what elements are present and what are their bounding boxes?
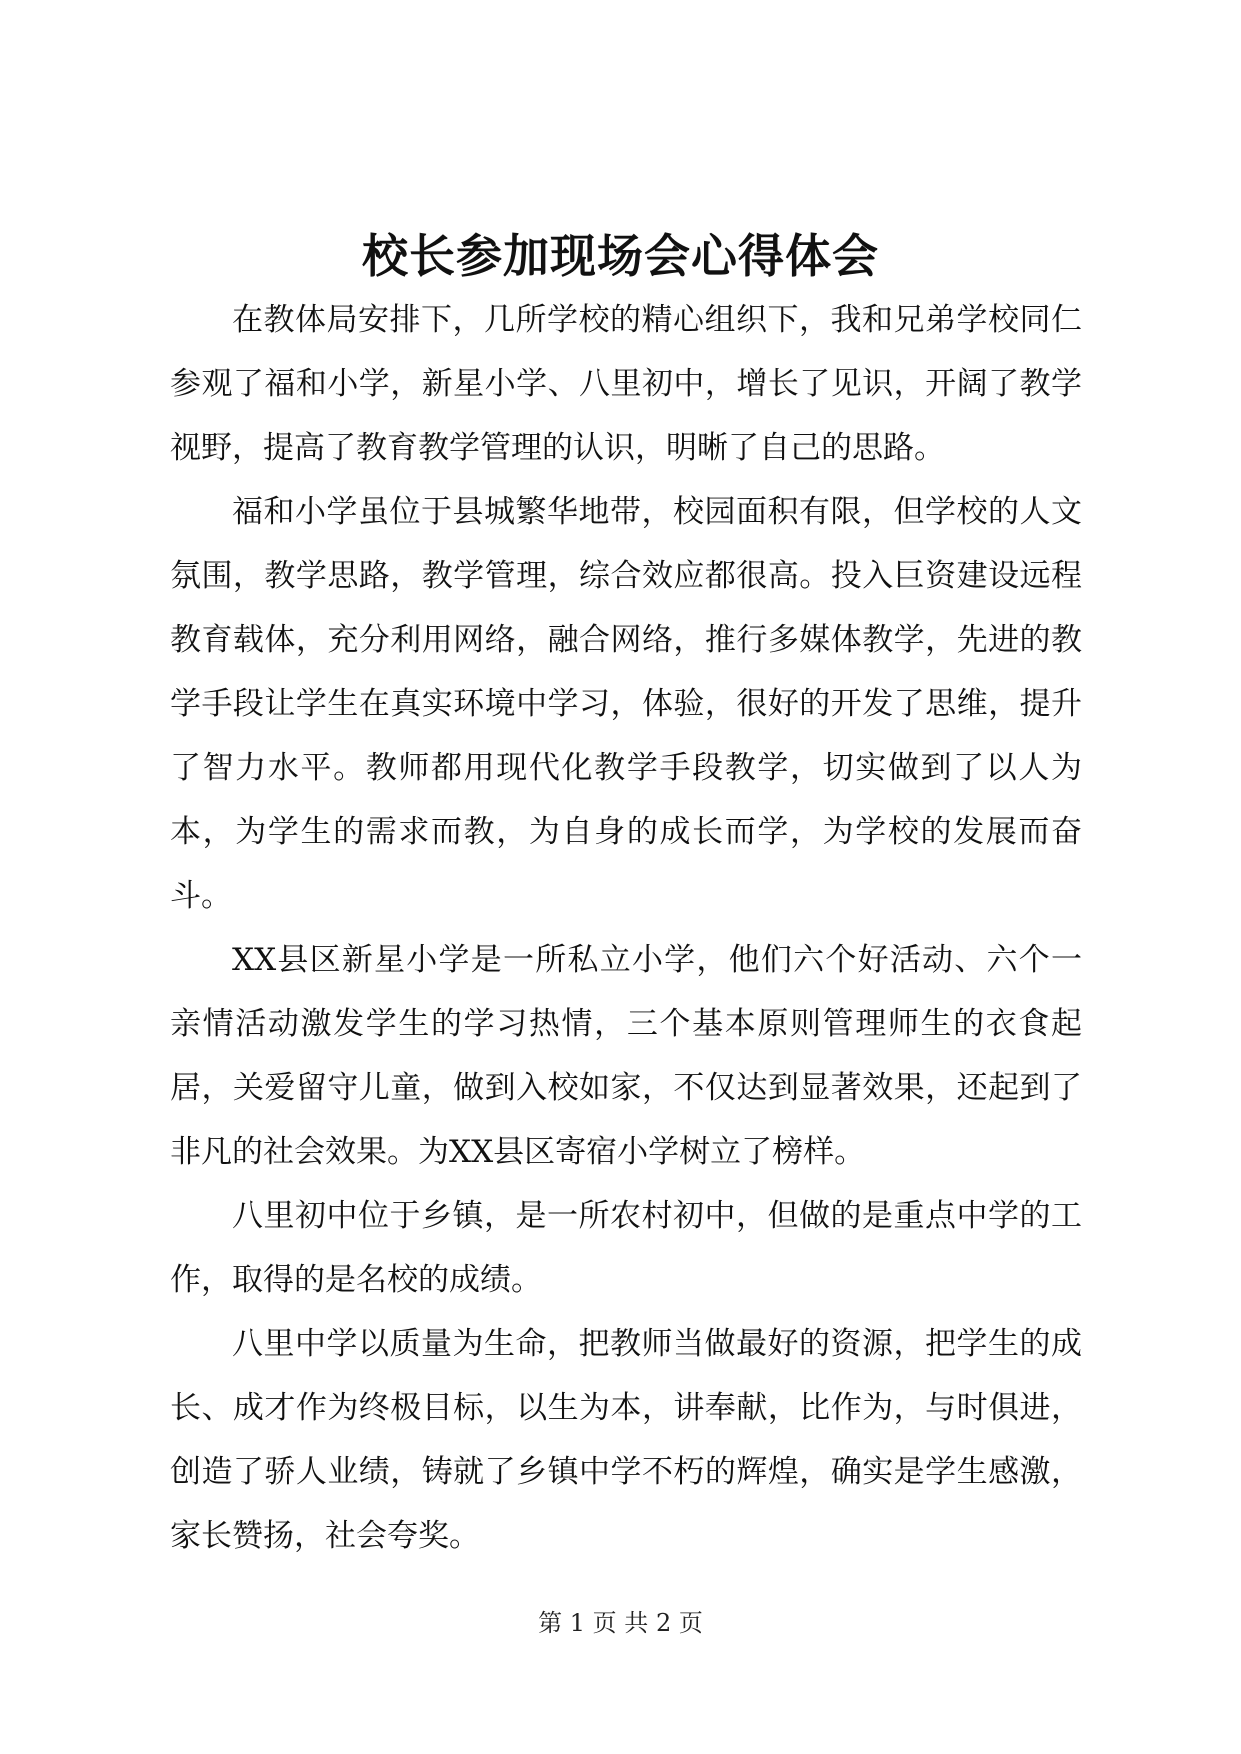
document-title: 校长参加现场会心得体会 [362, 229, 879, 283]
document-body [170, 288, 1082, 1568]
page-number-footer: 第 1 页 共 2 页 [538, 1609, 703, 1637]
paragraph-1: 在教体局安排下，几所学校的精心组织下，我和兄弟学校同仁参观了福和小学，新星小学、八里初中，增长了见识，开阔了教学视野，提高了教育教学管理的认识，明晰了自己的思路。 [170, 302, 1082, 466]
paragraph-4: 八里初中位于乡镇，是一所农村初中，但做的是重点中学的工作，取得的是名校的成绩。 [170, 1198, 1082, 1298]
paragraph-3: XX县区新星小学是一所私立小学，他们六个好活动、六个一亲情活动激发学生的学习热情，三个基本原则管理师生的衣食起居，关爱留守儿童，做到入校如家，不仅达到显著效果，还起到了非凡的社会效果。为XX县区寄宿小学树立了榜样。 [170, 942, 1082, 1170]
paragraph-2: 福和小学虽位于县城繁华地带，校园面积有限，但学校的人文氛围，教学思路，教学管理，综合效应都很高。投入巨资建设远程教育载体，充分利用网络，融合网络，推行多媒体教学，先进的教学手段让学生在真实环境中学习，体验，很好的开发了思维，提升了智力水平。教师都用现代化教学手段教学，切实做到了以人为本，为学生的需求而教，为自身的成长而学，为学校的发展而奋斗。 [170, 494, 1082, 914]
paragraph-5: 八里中学以质量为生命，把教师当做最好的资源，把学生的成长、成才作为终极目标，以生为本，讲奉献，比作为，与时俱进，创造了骄人业绩，铸就了乡镇中学不朽的辉煌，确实是学生感激，家长赞扬，社会夸奖。 [170, 1326, 1082, 1554]
